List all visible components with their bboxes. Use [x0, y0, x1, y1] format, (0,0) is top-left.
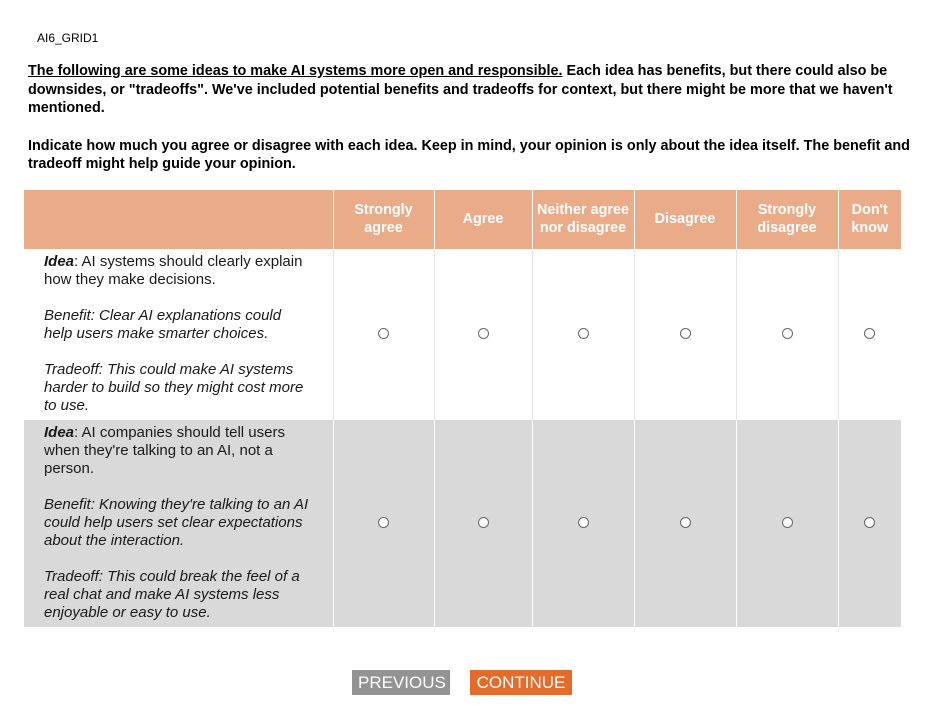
cell-disagree	[634, 249, 736, 420]
grid-row-disclose-ai	[24, 420, 901, 627]
row-label	[24, 420, 333, 627]
radio-dont-know[interactable]	[864, 517, 875, 528]
idea-label: Idea	[44, 424, 75, 441]
radio-agree[interactable]	[478, 328, 489, 339]
column-header-strongly-disagree: Strongly disagree	[736, 190, 838, 249]
radio-strongly-disagree[interactable]	[782, 328, 793, 339]
previous-button[interactable]: PREVIOUS	[352, 670, 450, 695]
cell-agree	[434, 249, 532, 420]
benefit-text: Benefit: Knowing they're talking to an AI could help users set clear expectations about the interaction.	[44, 496, 309, 549]
radio-strongly-agree[interactable]	[378, 517, 389, 528]
cell-strongly-agree	[333, 420, 434, 627]
cell-neither	[532, 420, 634, 627]
cell-strongly-disagree	[736, 249, 838, 420]
instruction-text: Indicate how much you agree or disagree with each idea. Keep in mind, your opinion is only about the idea itself. The benefit and tradeoff might help guide your opinion.	[28, 137, 910, 172]
intro-underlined: The following are some ideas to make AI systems more open and responsible.	[28, 63, 563, 79]
column-header-dont-know: Don't know	[838, 190, 901, 249]
cell-dont-know	[838, 249, 901, 420]
tradeoff-text: Tradeoff: This could break the feel of a real chat and make AI systems less enjoyable or easy to use.	[44, 568, 300, 621]
idea-text: : AI companies should tell users when they're talking to an AI, not a person.	[44, 424, 285, 477]
grid-header-row	[24, 190, 901, 249]
cell-strongly-disagree	[736, 420, 838, 627]
idea-text: : AI systems should clearly explain how they make decisions.	[44, 253, 303, 288]
radio-agree[interactable]	[478, 517, 489, 528]
intro-rest: Each idea has benefits, but there could also be downsides, or "tradeoffs". We've included potential benefits and tradeoffs for context, but there might be more that we haven't mentioned.	[28, 63, 893, 116]
question-id: AI6_GRID1	[37, 31, 99, 45]
intro-text	[28, 62, 918, 174]
radio-strongly-agree[interactable]	[378, 328, 389, 339]
column-header-disagree: Disagree	[634, 190, 736, 249]
cell-agree	[434, 420, 532, 627]
cell-strongly-agree	[333, 249, 434, 420]
tradeoff-text: Tradeoff: This could make AI systems harder to build so they might cost more to use.	[44, 361, 304, 414]
idea-label: Idea	[44, 253, 75, 270]
benefit-text: Benefit: Clear AI explanations could help users make smarter choices.	[44, 307, 282, 342]
radio-dont-know[interactable]	[864, 328, 875, 339]
continue-button[interactable]: CONTINUE	[470, 670, 572, 695]
cell-dont-know	[838, 420, 901, 627]
header-blank	[24, 190, 333, 249]
radio-strongly-disagree[interactable]	[782, 517, 793, 528]
cell-neither	[532, 249, 634, 420]
likert-grid	[24, 190, 901, 627]
radio-neither[interactable]	[578, 328, 589, 339]
radio-neither[interactable]	[578, 517, 589, 528]
cell-disagree	[634, 420, 736, 627]
radio-disagree[interactable]	[680, 517, 691, 528]
radio-disagree[interactable]	[680, 328, 691, 339]
column-header-strongly-agree: Strongly agree	[333, 190, 434, 249]
row-label	[24, 249, 333, 420]
column-header-agree: Agree	[434, 190, 532, 249]
grid-row-explain-decisions	[24, 249, 901, 420]
navigation-bar	[0, 670, 947, 695]
column-header-neither: Neither agree nor disagree	[532, 190, 634, 249]
